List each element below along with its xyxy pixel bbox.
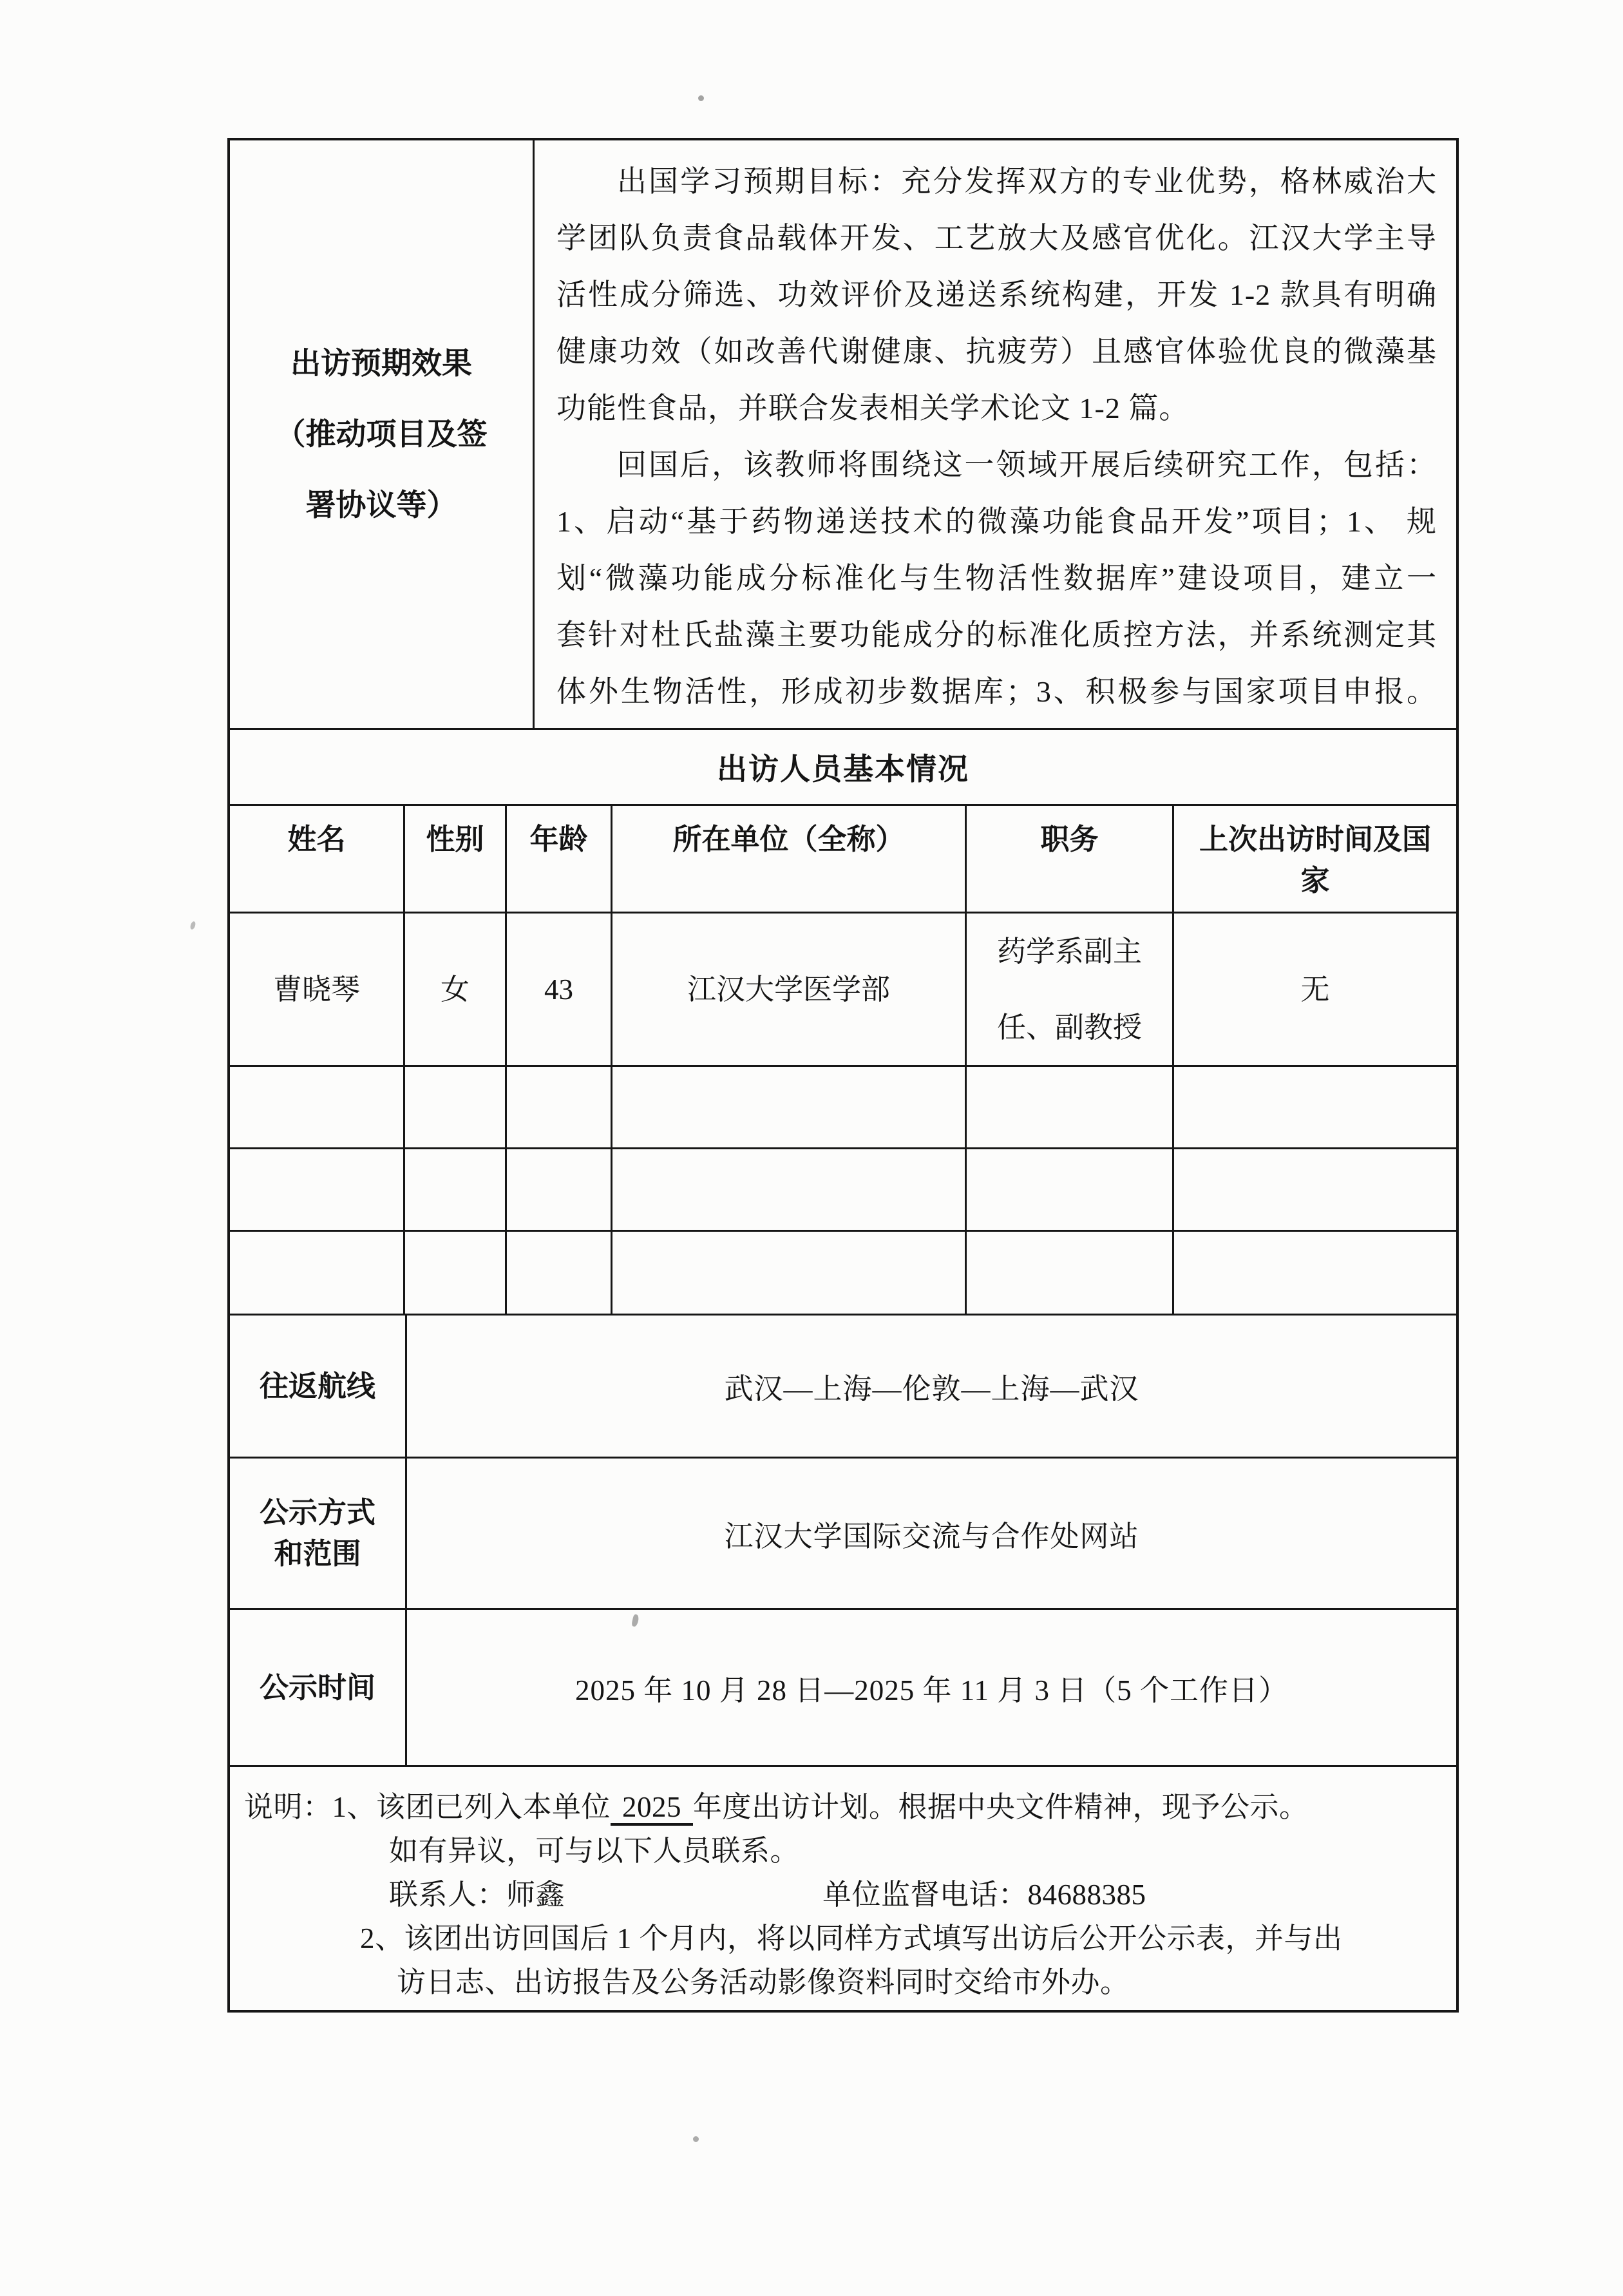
col-header-gender: 性别 xyxy=(405,806,507,912)
paragraph-line: 回国后，该教师将围绕这一领域开展后续研究工作，包括： xyxy=(617,448,1437,481)
col-header-name: 姓名 xyxy=(230,806,405,912)
empty-cell xyxy=(612,1149,967,1230)
expected-outcome-section xyxy=(230,140,1456,728)
paragraph-line: 健康功效（如改善代谢健康、抗疲劳）且感官体验优良的微藻基 xyxy=(556,335,1437,368)
personnel-row-empty xyxy=(230,1230,1456,1314)
cell-name: 曹晓琴 xyxy=(230,914,405,1065)
cell-gender: 女 xyxy=(405,914,507,1065)
empty-cell xyxy=(967,1232,1174,1314)
empty-cell xyxy=(507,1067,612,1147)
note-line-4: 2、该团出访回国后 1 个月内，将以同样方式填写出访后公开公示表，并与出 xyxy=(360,1922,1343,1955)
col-header-age: 年龄 xyxy=(507,806,612,912)
publicity-method-row xyxy=(230,1457,1456,1608)
publicity-method-label xyxy=(230,1459,407,1608)
route-value: 武汉—上海—伦敦—上海—武汉 xyxy=(724,1373,1139,1405)
personnel-section-title-text: 出访人员基本情况 xyxy=(717,752,969,786)
post-return-plan-paragraph xyxy=(556,437,1437,720)
contact-person: 联系人：师鑫 xyxy=(389,1879,565,1911)
personnel-header-row xyxy=(230,804,1456,912)
publicity-period-value: 2025 年 10 月 28 日—2025 年 11 月 3 日（5 个工作日） xyxy=(574,1674,1289,1707)
empty-cell xyxy=(230,1067,405,1147)
expected-outcome-content xyxy=(535,140,1456,728)
notes-section xyxy=(230,1765,1456,2010)
empty-cell xyxy=(967,1149,1174,1230)
cell-duty-line: 任、副教授 xyxy=(996,1011,1142,1044)
empty-cell xyxy=(612,1067,967,1147)
cell-unit: 江汉大学医学部 xyxy=(612,914,967,1065)
route-row xyxy=(230,1314,1456,1457)
empty-cell xyxy=(507,1149,612,1230)
route-label: 往返航线 xyxy=(230,1315,407,1457)
note-line-3 xyxy=(244,1873,1441,1917)
paragraph-line: 套针对杜氏盐藻主要功能成分的标准化质控方法，并系统测定其 xyxy=(556,618,1437,651)
scan-artifact xyxy=(189,921,196,930)
publicity-method-label-line: 公示方式 xyxy=(259,1496,375,1529)
note-line-1-post: 年度出访计划。根据中央文件精神，现予公示。 xyxy=(693,1791,1309,1823)
cell-duty-line: 药学系副主 xyxy=(996,935,1142,968)
empty-cell xyxy=(967,1067,1174,1147)
cell-duty xyxy=(967,914,1174,1065)
note-line-1 xyxy=(244,1785,1441,1829)
publicity-method-label-line: 和范围 xyxy=(274,1537,361,1570)
publicity-method-value: 江汉大学国际交流与合作处网站 xyxy=(724,1520,1139,1553)
expected-outcome-label xyxy=(230,140,535,728)
empty-cell xyxy=(1174,1232,1456,1314)
empty-cell xyxy=(405,1067,507,1147)
publicity-form-table xyxy=(227,138,1459,2013)
empty-cell xyxy=(405,1149,507,1230)
notes-content xyxy=(230,1767,1456,2004)
personnel-row-empty xyxy=(230,1147,1456,1230)
personnel-row-empty xyxy=(230,1065,1456,1147)
empty-cell xyxy=(230,1232,405,1314)
supervision-phone: 单位监督电话：84688385 xyxy=(822,1879,1146,1911)
cell-last-visit: 无 xyxy=(1300,973,1330,1006)
paragraph-line: 体外生物活性，形成初步数据库；3、积极参与国家项目申报。 xyxy=(556,675,1437,708)
col-header-last-visit: 上次出访时间及国家 xyxy=(1199,823,1431,897)
paragraph-line: 活性成分筛选、功效评价及递送系统构建，开发 1-2 款具有明确 xyxy=(556,278,1437,311)
col-header-duty: 职务 xyxy=(967,806,1174,912)
note-year-underlined: 2025 xyxy=(611,1791,693,1826)
empty-cell xyxy=(1174,1067,1456,1147)
paragraph-line: 1、启动“基于药物递送技术的微藻功能食品开发”项目；1、 规 xyxy=(556,505,1437,538)
publicity-period-label: 公示时间 xyxy=(230,1610,407,1765)
paragraph-line: 学团队负责食品载体开发、工艺放大及感官优化。江汉大学主导 xyxy=(556,222,1437,254)
scan-artifact xyxy=(698,95,704,101)
empty-cell xyxy=(230,1149,405,1230)
expected-outcome-label-line: 出访预期效果 xyxy=(290,346,472,380)
note-line-2: 如有异议，可与以下人员联系。 xyxy=(389,1835,800,1867)
empty-cell xyxy=(405,1232,507,1314)
note-line-1-pre: 说明：1、该团已列入本单位 xyxy=(244,1791,611,1823)
cell-age: 43 xyxy=(507,914,612,1065)
empty-cell xyxy=(1174,1149,1456,1230)
publicity-period-row xyxy=(230,1608,1456,1765)
col-header-unit: 所在单位（全称） xyxy=(612,806,967,912)
personnel-section-title xyxy=(230,728,1456,804)
expected-outcome-label-line: （推动项目及签 xyxy=(275,417,488,451)
study-goal-paragraph xyxy=(556,153,1437,437)
empty-cell xyxy=(612,1232,967,1314)
note-line-5: 访日志、出访报告及公务活动影像资料同时交给市外办。 xyxy=(397,1966,1130,1998)
paragraph-line: 划“微藻功能成分标准化与生物活性数据库”建设项目，建立一 xyxy=(556,562,1437,595)
scan-artifact xyxy=(693,2136,699,2142)
expected-outcome-label-line: 署协议等） xyxy=(305,488,457,522)
paragraph-line: 出国学习预期目标：充分发挥双方的专业优势，格林威治大 xyxy=(617,165,1437,198)
personnel-row-1 xyxy=(230,912,1456,1065)
paragraph-line: 功能性食品，并联合发表相关学术论文 1-2 篇。 xyxy=(556,392,1190,425)
empty-cell xyxy=(507,1232,612,1314)
